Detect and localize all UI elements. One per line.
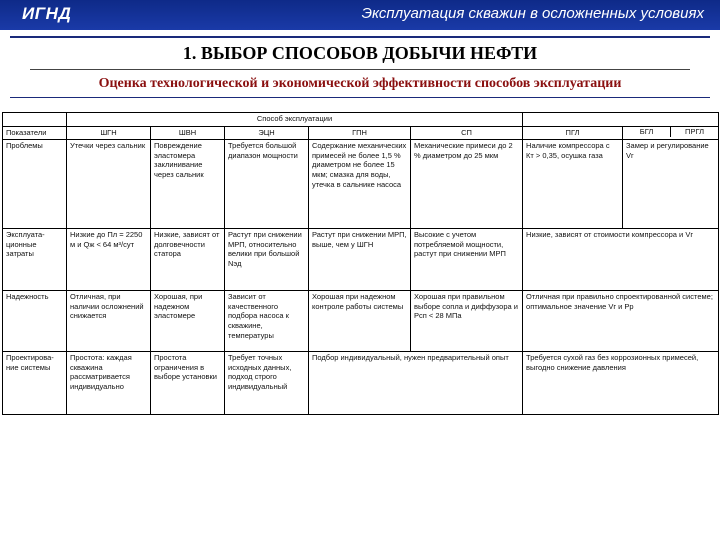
header-divider xyxy=(10,36,710,38)
header-title: Эксплуатация скважин в осложненных условиях xyxy=(361,5,704,22)
column-header: ПГЛ xyxy=(523,127,623,140)
column-header-pair xyxy=(623,127,719,140)
table-cell: Простота: каждая скважина рассматривается индивидуально xyxy=(67,351,151,414)
table-cell: Высокие с учетом потребляемой мощности, растут при снижении МРП xyxy=(411,228,523,290)
subtitle-divider xyxy=(10,97,710,98)
table-cell: Требует точных исходных данных, подход строго индивидуальный xyxy=(225,351,309,414)
group-header-spacer xyxy=(523,113,719,127)
table-cell: Утечки через сальник xyxy=(67,139,151,228)
table-cell: Хорошая при правильном выборе сопла и диффузора и Рсп < 28 МПа xyxy=(411,290,523,351)
table-cell: Механические примеси до 2 % диаметром до 25 мкм xyxy=(411,139,523,228)
title-divider xyxy=(30,69,690,70)
column-header: ШВН xyxy=(151,127,225,140)
table-cell: Подбор индивидуальный, нужен предварительный опыт xyxy=(309,351,523,414)
row-label: Проблемы xyxy=(3,139,67,228)
column-header: СП xyxy=(411,127,523,140)
table-cell: Простота ограничения в выборе установки xyxy=(151,351,225,414)
column-header: БГЛ xyxy=(623,127,671,137)
table-cell: Низкие, зависят от стоимости компрессора и Vг xyxy=(523,228,719,290)
comparison-table xyxy=(2,112,719,415)
table-row xyxy=(3,351,719,414)
slide-subtitle: Оценка технологической и экономической эффективности способов эксплуатации xyxy=(98,76,622,91)
table-row xyxy=(3,290,719,351)
table-cell: Хорошая при надежном контроле работы системы xyxy=(309,290,411,351)
table-cell: Растут при снижении МРП, выше, чем у ШГН xyxy=(309,228,411,290)
table-cell: Требуется большой диапазон мощности xyxy=(225,139,309,228)
row-label: Надежность xyxy=(3,290,67,351)
column-header: ШГН xyxy=(67,127,151,140)
table-corner xyxy=(3,113,67,127)
table-row xyxy=(3,228,719,290)
row-header-label: Показатели xyxy=(3,127,67,140)
column-header: ГПН xyxy=(309,127,411,140)
table-cell: Наличие компрессора с Кт > 0,35, осушка газа xyxy=(523,139,623,228)
table-cell: Хорошая, при надежном эластомере xyxy=(151,290,225,351)
table-row xyxy=(3,139,719,228)
table-cell: Отличная, при наличии осложнений снижается xyxy=(67,290,151,351)
table-cell: Требуется сухой газ без коррозионных примесей, выгодно снижение давления xyxy=(523,351,719,414)
org-name: ИГНД xyxy=(22,4,72,23)
table-cell: Низкие до Пл = 2250 м и Qж < 64 м³/сут xyxy=(67,228,151,290)
table-cell: Растут при снижении МРП, относительно велики при большой Nэд xyxy=(225,228,309,290)
table-cell: Повреждение эластомера заклинивание через сальник xyxy=(151,139,225,228)
table-cell: Низкие, зависят от долговечности статора xyxy=(151,228,225,290)
row-label: Эксплуата-ционные затраты xyxy=(3,228,67,290)
table-cell: Содержание механических примесей не более 1,5 % диаметром не более 15 мкм; смазка для воды, утечка в сальнике насоса xyxy=(309,139,411,228)
column-header: ЭЦН xyxy=(225,127,309,140)
table-cell: Замер и регулирование Vг xyxy=(623,139,719,228)
group-header: Способ эксплуатации xyxy=(67,113,523,127)
table-cell: Зависит от качественного подбора насоса к скважине, температуры xyxy=(225,290,309,351)
table-cell: Отличная при правильно спроектированной системе; оптимальное значение Vг и Рр xyxy=(523,290,719,351)
header-bar xyxy=(0,0,720,30)
column-header: ПРГЛ xyxy=(685,127,705,136)
slide-title: 1. ВЫБОР СПОСОБОВ ДОБЫЧИ НЕФТИ xyxy=(182,43,538,63)
row-label: Проектирова-ние системы xyxy=(3,351,67,414)
